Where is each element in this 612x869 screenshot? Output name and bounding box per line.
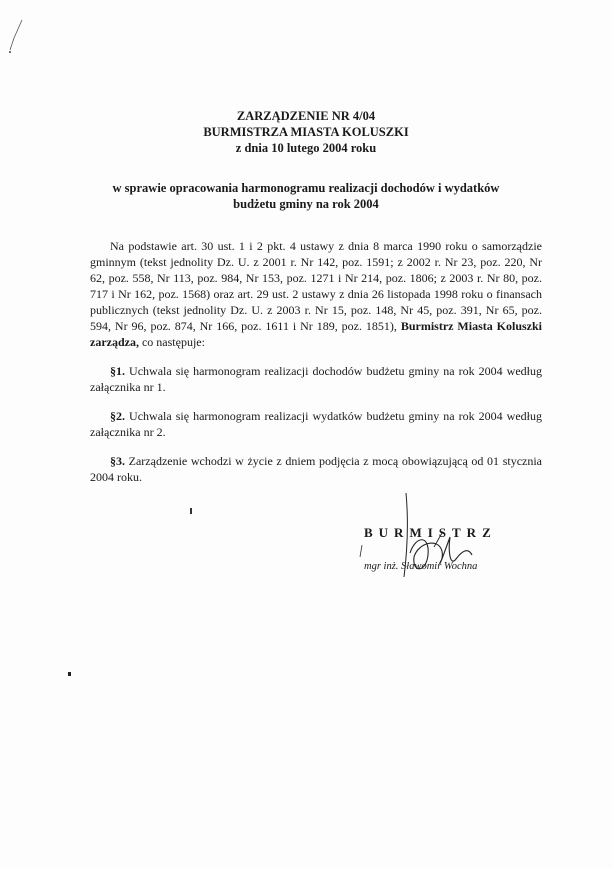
section-1-text: Uchwala się harmonogram realizacji dochodów budżetu gminy na rok 2004 według załącznika nr 1. [90, 364, 543, 394]
section-3 [90, 453, 542, 485]
document-subject [0, 180, 612, 212]
signature-name: mgr inż. Sławomir Wochna [364, 561, 478, 572]
handwritten-signature [350, 485, 530, 585]
title-line-2: BURMISTRZA MIASTA KOLUSZKI [203, 125, 409, 139]
preamble-bold: Burmistrz Miasta Koluszki zarządza, [90, 319, 543, 349]
scan-speck-2 [68, 672, 71, 676]
signature-block [350, 485, 530, 585]
section-3-text: Zarządzenie wchodzi w życie z dniem podjęcia z mocą obowiązującą od 01 stycznia 2004 roku. [90, 454, 543, 484]
section-2-text: Uchwala się harmonogram realizacji wydatków budżetu gminy na rok 2004 według załącznika nr 2. [90, 409, 543, 439]
section-3-number: §3. [110, 454, 125, 468]
preamble-text: Na podstawie art. 30 ust. 1 i 2 pkt. 4 ustawy z dnia 8 marca 1990 roku o samorządzie gminnym (tekst jednolity Dz. U. z 2001 r. Nr 142, poz. 1591; z 2002 r. Nr 23, poz. 220, Nr 62, poz. 558, Nr 113, poz. 984, Nr 153, poz. 1271 i Nr 214, poz. 1806; z 2003 r. Nr 80, poz. 717 i Nr 162, poz. 1568) oraz art. 29 ust. 2 ustawy z dnia 26 listopada 1998 roku o finansach publicznych (tekst jednolity Dz. U. z 2003 r. Nr 15, poz. 148, Nr 45, poz. 391, Nr 65, poz. 594, Nr 96, poz. 874, Nr 166, poz. 1611 i Nr 189, poz. 1851), [90, 239, 542, 333]
document-title [0, 108, 612, 156]
title-line-3: z dnia 10 lutego 2004 roku [235, 141, 377, 155]
preamble-paragraph [90, 238, 542, 350]
section-1 [90, 363, 542, 395]
section-2 [90, 408, 542, 440]
title-line-1: ZARZĄDZENIE NR 4/04 [236, 109, 376, 123]
subject-line-2: budżetu gminy na rok 2004 [233, 197, 379, 211]
section-2-number: §2. [110, 409, 125, 423]
signature-title: BURMISTRZ [364, 525, 497, 540]
subject-line-1: w sprawie opracowania harmonogramu realizacji dochodów i wydatków [112, 181, 500, 195]
scan-speck [190, 508, 192, 514]
preamble-tail: co następuje: [141, 335, 205, 349]
section-1-number: §1. [110, 364, 125, 378]
document-body [90, 238, 542, 485]
scan-mark-top-left [6, 18, 26, 58]
